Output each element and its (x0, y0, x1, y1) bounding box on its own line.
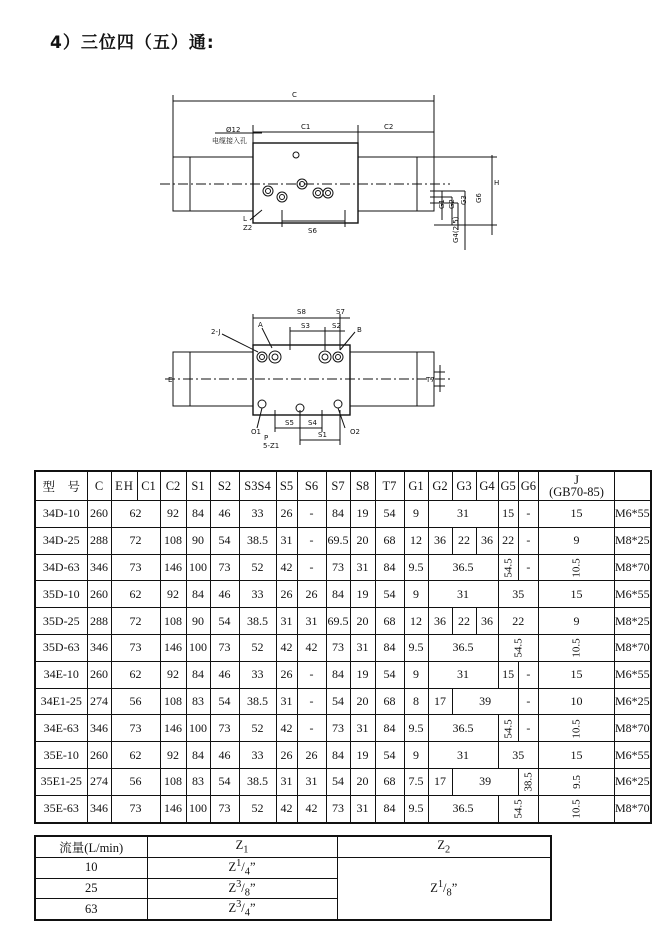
col-header-c2: C2 (160, 471, 186, 501)
cell-c2: 84 (186, 501, 210, 528)
cell-s1: 54 (210, 527, 239, 554)
cell-s8: 84 (375, 795, 404, 822)
cell-model: 34D-10 (35, 501, 87, 528)
cell-s5: 31 (297, 608, 326, 635)
cell-s7: 31 (350, 554, 375, 581)
cell-s7: 20 (350, 688, 375, 715)
cell-g1: 17 (428, 768, 452, 795)
cell-g5: - (518, 715, 538, 742)
cell-s8: 54 (375, 661, 404, 688)
col-header-j: J (GB70-85) (539, 471, 615, 501)
table-row (35, 715, 651, 742)
cell-j: M8*25 (615, 608, 651, 635)
cell-g6: 15 (539, 742, 615, 769)
cell-c: 274 (87, 688, 111, 715)
cell-g5: 38.5 (518, 768, 538, 795)
cell-s2: 52 (239, 634, 276, 661)
table-row (35, 688, 651, 715)
cell-model: 34D-63 (35, 554, 87, 581)
z1-cell: $Z^3/_8$” (147, 878, 337, 899)
cell-j: M6*55 (615, 581, 651, 608)
cell-s1: 46 (210, 661, 239, 688)
cell-s7: 19 (350, 501, 375, 528)
cell-s5: 42 (297, 795, 326, 822)
cell-eh: 72 (111, 527, 160, 554)
col-header-t7: T7 (375, 471, 404, 501)
cell-j: M8*25 (615, 527, 651, 554)
cell-c: 288 (87, 527, 111, 554)
cell-model: 34E-10 (35, 661, 87, 688)
cell-s5: 42 (297, 634, 326, 661)
dim-s7-label: S7 (336, 308, 345, 316)
flow-header-flow: 流量(L/min) (35, 836, 147, 858)
cell-g1-g3: 36.5 (428, 554, 498, 581)
cell-s6: 73 (326, 634, 350, 661)
cable-entry-label: 电缆接入孔 (212, 137, 247, 145)
dim-s8-label: S8 (297, 308, 306, 316)
cell-s7: 19 (350, 742, 375, 769)
cell-g2-g4: 39 (452, 688, 518, 715)
col-header-s6: S6 (297, 471, 326, 501)
col-header-g5: G5 (498, 471, 518, 501)
cell-s6: 69.5 (326, 608, 350, 635)
cell-s6: 84 (326, 581, 350, 608)
cell-g1-g3: 31 (428, 581, 498, 608)
cell-model: 34E-63 (35, 715, 87, 742)
z2-cell: $Z^1/_8$” (337, 858, 551, 920)
port-a-label: A (258, 321, 263, 329)
flow-cell: 63 (35, 899, 147, 920)
cell-j: M8*70 (615, 715, 651, 742)
cell-s1: 46 (210, 501, 239, 528)
cell-c2: 83 (186, 688, 210, 715)
cell-c: 260 (87, 661, 111, 688)
dimension-spec-table (34, 470, 652, 824)
cell-g6: 10 (539, 688, 615, 715)
cell-s3s4: 26 (276, 581, 297, 608)
cell-g4-g5: 54.5 (498, 795, 539, 822)
cell-s8: 84 (375, 554, 404, 581)
table-row (35, 501, 651, 528)
cell-s3s4: 26 (276, 501, 297, 528)
cell-s2: 38.5 (239, 527, 276, 554)
cell-c1: 108 (160, 688, 186, 715)
cell-model: 35D-63 (35, 634, 87, 661)
cell-g6: 9 (539, 608, 615, 635)
flow-row (35, 858, 551, 879)
dim-c1-label: C1 (301, 123, 311, 131)
dim-g3-label: G3 (460, 195, 468, 205)
cell-g5: - (518, 661, 538, 688)
cell-g4-g5: 35 (498, 742, 539, 769)
cell-s3s4: 31 (276, 768, 297, 795)
cell-g4-g5: 22 (498, 608, 539, 635)
cell-g4: 54.5 (498, 715, 518, 742)
cell-model: 35E-63 (35, 795, 87, 822)
cell-c2: 90 (186, 608, 210, 635)
cell-t7: 9.5 (404, 795, 428, 822)
cell-s7: 20 (350, 608, 375, 635)
cell-s3s4: 31 (276, 688, 297, 715)
dim-s3-label: S3 (301, 322, 310, 330)
cell-j: M8*70 (615, 795, 651, 822)
cell-eh: 62 (111, 661, 160, 688)
cell-c1: 108 (160, 608, 186, 635)
cell-j: M8*70 (615, 554, 651, 581)
cell-g6: 10.5 (539, 795, 615, 822)
cell-s6: 73 (326, 795, 350, 822)
cell-s5: 26 (297, 742, 326, 769)
cell-c2: 100 (186, 795, 210, 822)
dim-g2-label: G2 (448, 199, 456, 209)
dim-c-label: C (292, 91, 297, 99)
cell-s8: 54 (375, 742, 404, 769)
cell-s6: 54 (326, 768, 350, 795)
cell-s2: 38.5 (239, 688, 276, 715)
cell-eh: 56 (111, 768, 160, 795)
flow-table-body (35, 858, 551, 920)
cell-g2-g4: 39 (452, 768, 518, 795)
cell-s2: 52 (239, 554, 276, 581)
cell-s6: 84 (326, 501, 350, 528)
cell-s5: - (297, 661, 326, 688)
cell-c: 274 (87, 768, 111, 795)
cell-g6: 15 (539, 581, 615, 608)
cell-g3: 36 (476, 527, 498, 554)
cell-c: 346 (87, 715, 111, 742)
cell-s8: 84 (375, 715, 404, 742)
cell-eh: 73 (111, 715, 160, 742)
cell-c: 346 (87, 795, 111, 822)
cell-g1-g3: 31 (428, 661, 498, 688)
cell-s7: 19 (350, 581, 375, 608)
cell-c2: 83 (186, 768, 210, 795)
col-header-g6: G6 (518, 471, 538, 501)
cell-s1: 54 (210, 768, 239, 795)
cell-eh: 72 (111, 608, 160, 635)
cell-s5: - (297, 715, 326, 742)
cell-s2: 33 (239, 742, 276, 769)
cell-s3s4: 42 (276, 795, 297, 822)
cell-t7: 9 (404, 581, 428, 608)
table-row (35, 795, 651, 822)
dim-s6-label: S6 (308, 227, 317, 235)
valve-top-view-drawing (0, 300, 670, 460)
cell-t7: 9.5 (404, 634, 428, 661)
dim-g1-label: G1 (438, 199, 446, 209)
cell-g6: 10.5 (539, 715, 615, 742)
z1-cell: $Z^3/_4$” (147, 899, 337, 920)
col-header-g2: G2 (428, 471, 452, 501)
cell-c1: 92 (160, 661, 186, 688)
cell-s1: 73 (210, 554, 239, 581)
cell-s8: 54 (375, 581, 404, 608)
cell-c: 346 (87, 554, 111, 581)
flow-header-z2: $Z_2$ (337, 836, 551, 858)
col-header-g3: G3 (452, 471, 476, 501)
cell-g6: 9.5 (539, 768, 615, 795)
table-row (35, 554, 651, 581)
cell-c1: 108 (160, 768, 186, 795)
cell-s5: - (297, 527, 326, 554)
cell-s1: 73 (210, 715, 239, 742)
cell-model: 35E1-25 (35, 768, 87, 795)
cell-s5: - (297, 554, 326, 581)
cell-s3s4: 31 (276, 608, 297, 635)
cell-c1: 146 (160, 795, 186, 822)
table-row (35, 527, 651, 554)
cell-g5: - (518, 501, 538, 528)
cell-j: M6*25 (615, 688, 651, 715)
dim-c2-label: C2 (384, 123, 394, 131)
cell-c: 346 (87, 634, 111, 661)
cell-model: 35E-10 (35, 742, 87, 769)
cell-s8: 54 (375, 501, 404, 528)
col-header-s5: S5 (276, 471, 297, 501)
dim-l-label: L (243, 215, 247, 223)
col-header-model: 型 号 (35, 471, 87, 501)
cell-j: M8*70 (615, 634, 651, 661)
cell-c2: 100 (186, 554, 210, 581)
cell-g6: 10.5 (539, 554, 615, 581)
cell-s7: 31 (350, 795, 375, 822)
cell-g4: 22 (498, 527, 518, 554)
cell-t7: 9 (404, 501, 428, 528)
col-header-s8: S8 (350, 471, 375, 501)
cell-g1-g3: 36.5 (428, 795, 498, 822)
cell-s7: 19 (350, 661, 375, 688)
flow-header-z1: $Z_1$ (147, 836, 337, 858)
cell-s6: 54 (326, 688, 350, 715)
cell-eh: 62 (111, 501, 160, 528)
table-row (35, 661, 651, 688)
cell-t7: 7.5 (404, 768, 428, 795)
port-p-label: P (264, 434, 269, 442)
cell-g3: 36 (476, 608, 498, 635)
cell-c: 288 (87, 608, 111, 635)
flow-cell: 25 (35, 878, 147, 899)
col-header-s2: S2 (210, 471, 239, 501)
cell-j: M6*55 (615, 661, 651, 688)
dim-g4-label: G4(2.5) (452, 216, 460, 243)
table-header-row (35, 471, 651, 501)
cell-eh: 62 (111, 742, 160, 769)
dim-h-label: H (494, 179, 500, 187)
table-row (35, 768, 651, 795)
dim-t7-label: T7 (426, 376, 435, 384)
port-o1-label: O1 (251, 428, 261, 436)
cell-g6: 15 (539, 661, 615, 688)
cell-model: 34E1-25 (35, 688, 87, 715)
valve-front-view-drawing (0, 85, 670, 260)
cell-s2: 38.5 (239, 768, 276, 795)
cell-s6: 69.5 (326, 527, 350, 554)
cell-s3s4: 42 (276, 554, 297, 581)
cell-s5: - (297, 501, 326, 528)
cell-g4: 15 (498, 661, 518, 688)
cell-j: M6*55 (615, 501, 651, 528)
dim-s2-label: S2 (332, 322, 341, 330)
flow-header-row (35, 836, 551, 858)
cell-j: M6*55 (615, 742, 651, 769)
cell-c2: 84 (186, 581, 210, 608)
cell-s8: 68 (375, 527, 404, 554)
cell-s3s4: 42 (276, 634, 297, 661)
cell-g1: 17 (428, 688, 452, 715)
cell-c2: 100 (186, 634, 210, 661)
cell-g4-g5: 35 (498, 581, 539, 608)
cell-s1: 73 (210, 634, 239, 661)
table-row (35, 742, 651, 769)
col-header-eh: E H (111, 471, 137, 501)
cell-c2: 84 (186, 742, 210, 769)
cell-g4-g5: 54.5 (498, 634, 539, 661)
dim-5z1-label: 5-Z1 (263, 442, 280, 450)
cell-c1: 146 (160, 634, 186, 661)
cell-c1: 92 (160, 581, 186, 608)
dim-s1-label: S1 (318, 431, 327, 439)
cell-c1: 92 (160, 742, 186, 769)
col-header-g1: G1 (404, 471, 428, 501)
cell-s8: 68 (375, 688, 404, 715)
cell-c: 260 (87, 501, 111, 528)
cell-s8: 68 (375, 768, 404, 795)
cell-g4: 15 (498, 501, 518, 528)
cell-s8: 84 (375, 634, 404, 661)
section-heading: 4）三位四（五）通: (50, 33, 215, 53)
cell-c1: 146 (160, 715, 186, 742)
dim-2j-label: 2-J (211, 328, 221, 336)
cell-c: 260 (87, 581, 111, 608)
cell-s1: 73 (210, 795, 239, 822)
cell-c: 260 (87, 742, 111, 769)
cell-eh: 56 (111, 688, 160, 715)
cell-s5: - (297, 688, 326, 715)
cell-s2: 33 (239, 661, 276, 688)
cell-s6: 73 (326, 715, 350, 742)
spec-table-body (35, 501, 651, 823)
cell-s2: 33 (239, 581, 276, 608)
cell-s2: 38.5 (239, 608, 276, 635)
col-header-c: C (87, 471, 111, 501)
cell-s2: 33 (239, 501, 276, 528)
cell-g1-g3: 31 (428, 501, 498, 528)
cell-eh: 73 (111, 554, 160, 581)
cell-t7: 9 (404, 661, 428, 688)
cell-s7: 31 (350, 634, 375, 661)
cell-model: 35D-25 (35, 608, 87, 635)
cell-c1: 108 (160, 527, 186, 554)
flow-port-table (34, 835, 552, 921)
cell-s7: 31 (350, 715, 375, 742)
cell-g4: 54.5 (498, 554, 518, 581)
cell-eh: 73 (111, 634, 160, 661)
cell-g5: - (518, 527, 538, 554)
dim-g6-label: G6 (475, 193, 483, 203)
cell-eh: 73 (111, 795, 160, 822)
cell-g1-g3: 36.5 (428, 715, 498, 742)
cell-g1: 36 (428, 608, 452, 635)
col-header-s3s4: S3S4 (239, 471, 276, 501)
cell-s7: 20 (350, 768, 375, 795)
cell-g5: - (518, 554, 538, 581)
dim-s5-label: S5 (285, 419, 294, 427)
cell-s3s4: 26 (276, 742, 297, 769)
cell-s6: 84 (326, 661, 350, 688)
cell-s1: 46 (210, 742, 239, 769)
dim-s4-label: S4 (308, 419, 317, 427)
cell-g2: 22 (452, 608, 476, 635)
cell-s6: 73 (326, 554, 350, 581)
cell-model: 34D-25 (35, 527, 87, 554)
cell-s3s4: 42 (276, 715, 297, 742)
cell-g1: 36 (428, 527, 452, 554)
cell-t7: 9.5 (404, 554, 428, 581)
cell-t7: 9 (404, 742, 428, 769)
cell-c2: 100 (186, 715, 210, 742)
cell-j: M6*25 (615, 768, 651, 795)
z1-cell: $Z^1/_4$” (147, 858, 337, 879)
cell-c1: 146 (160, 554, 186, 581)
table-row (35, 634, 651, 661)
cell-g6: 10.5 (539, 634, 615, 661)
cell-c2: 90 (186, 527, 210, 554)
cell-eh: 62 (111, 581, 160, 608)
cell-model: 35D-10 (35, 581, 87, 608)
flow-cell: 10 (35, 858, 147, 879)
cell-s1: 54 (210, 608, 239, 635)
col-header-s7: S7 (326, 471, 350, 501)
cell-g5: - (518, 688, 538, 715)
cell-s1: 54 (210, 688, 239, 715)
col-header-c1: C1 (137, 471, 160, 501)
cell-s3s4: 31 (276, 527, 297, 554)
cell-c2: 84 (186, 661, 210, 688)
table-row (35, 581, 651, 608)
cell-s5: 31 (297, 768, 326, 795)
cell-t7: 12 (404, 608, 428, 635)
col-header-g4: G4 (476, 471, 498, 501)
port-o2-label: O2 (350, 428, 360, 436)
cell-s8: 68 (375, 608, 404, 635)
cell-g2: 22 (452, 527, 476, 554)
col-header-s1: S1 (186, 471, 210, 501)
table-row (35, 608, 651, 635)
cell-s2: 52 (239, 715, 276, 742)
cell-s2: 52 (239, 795, 276, 822)
dim-z2-label: Z2 (243, 224, 253, 232)
cell-g6: 9 (539, 527, 615, 554)
cell-c1: 92 (160, 501, 186, 528)
cell-g6: 15 (539, 501, 615, 528)
cell-s3s4: 26 (276, 661, 297, 688)
cell-s1: 46 (210, 581, 239, 608)
dim-e-label: E (168, 376, 173, 384)
cell-t7: 8 (404, 688, 428, 715)
cell-t7: 12 (404, 527, 428, 554)
cell-s5: 26 (297, 581, 326, 608)
port-b-label: B (357, 326, 362, 334)
cell-g1-g3: 31 (428, 742, 498, 769)
dim-phi12-label: Ø12 (226, 126, 241, 134)
cell-s7: 20 (350, 527, 375, 554)
cell-t7: 9.5 (404, 715, 428, 742)
cell-g1-g3: 36.5 (428, 634, 498, 661)
cell-s6: 84 (326, 742, 350, 769)
